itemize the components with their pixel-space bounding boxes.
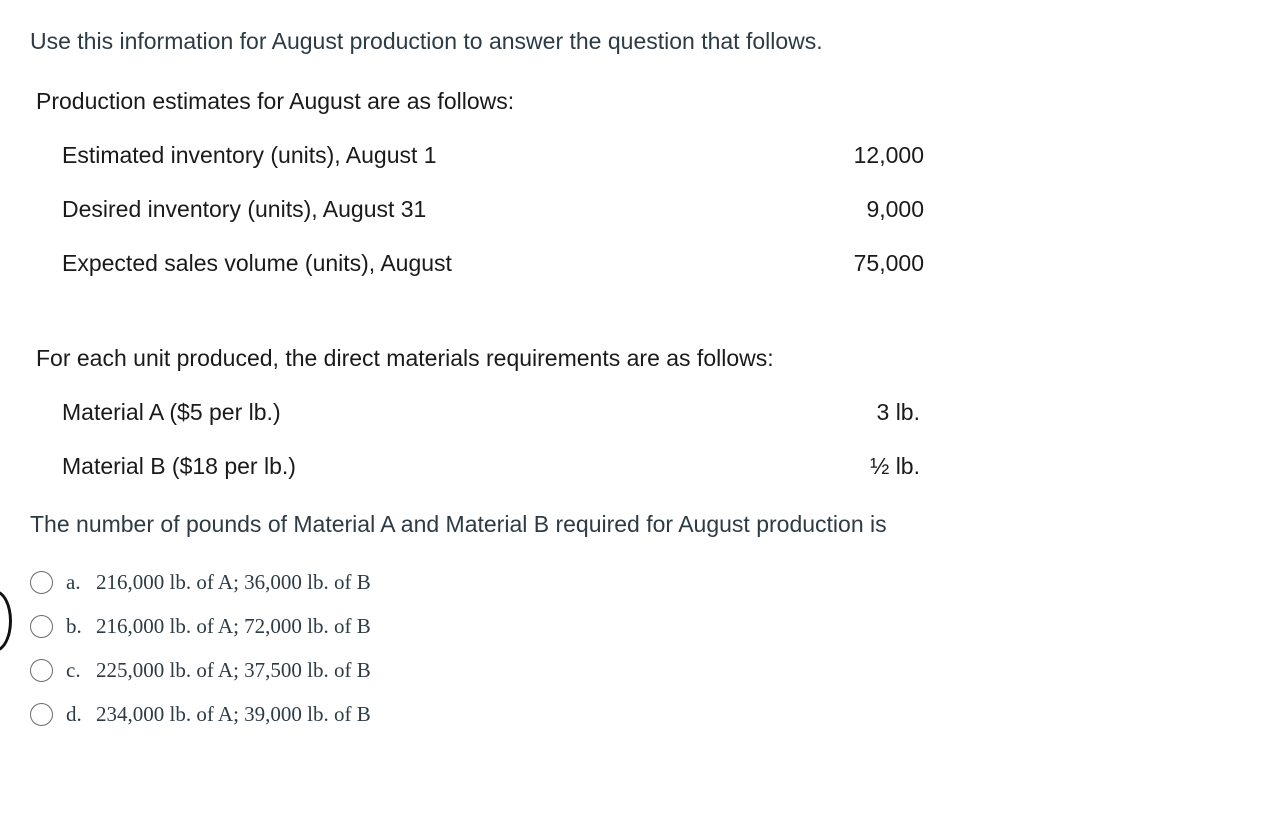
answer-option-a[interactable] bbox=[30, 567, 371, 597]
materials-row-value: ½ lb. bbox=[870, 453, 920, 479]
production-row-label: Estimated inventory (units), August 1 bbox=[62, 142, 437, 168]
option-text: 216,000 lb. of A; 72,000 lb. of B bbox=[96, 613, 371, 638]
radio-button[interactable] bbox=[30, 571, 53, 594]
edge-marker bbox=[0, 590, 12, 652]
production-heading: Production estimates for August are as follows: bbox=[36, 88, 515, 114]
production-row-value: 9,000 bbox=[866, 196, 924, 222]
radio-button[interactable] bbox=[30, 659, 53, 682]
option-text: 216,000 lb. of A; 36,000 lb. of B bbox=[96, 569, 371, 594]
intro-text: Use this information for August production to answer the question that follows. bbox=[30, 28, 823, 54]
production-row-value: 75,000 bbox=[853, 250, 924, 276]
radio-button[interactable] bbox=[30, 615, 53, 638]
answer-option-b[interactable] bbox=[30, 611, 371, 641]
production-row-label: Expected sales volume (units), August bbox=[62, 250, 452, 276]
option-letter: a. bbox=[66, 569, 81, 594]
radio-button[interactable] bbox=[30, 703, 53, 726]
materials-row-value: 3 lb. bbox=[876, 399, 920, 425]
answer-option-d[interactable] bbox=[30, 699, 371, 729]
materials-row-label: Material B ($18 per lb.) bbox=[62, 453, 296, 479]
production-row-label: Desired inventory (units), August 31 bbox=[62, 196, 427, 222]
production-row-value: 12,000 bbox=[853, 142, 924, 168]
option-text: 225,000 lb. of A; 37,500 lb. of B bbox=[96, 657, 371, 682]
materials-heading: For each unit produced, the direct materials requirements are as follows: bbox=[36, 345, 774, 371]
materials-row-label: Material A ($5 per lb.) bbox=[62, 399, 281, 425]
option-letter: b. bbox=[66, 613, 82, 638]
option-letter: d. bbox=[66, 701, 82, 726]
option-letter: c. bbox=[66, 657, 81, 682]
question-text: The number of pounds of Material A and Material B required for August production is bbox=[30, 511, 887, 537]
answer-option-c[interactable] bbox=[30, 655, 371, 685]
option-text: 234,000 lb. of A; 39,000 lb. of B bbox=[96, 701, 371, 726]
